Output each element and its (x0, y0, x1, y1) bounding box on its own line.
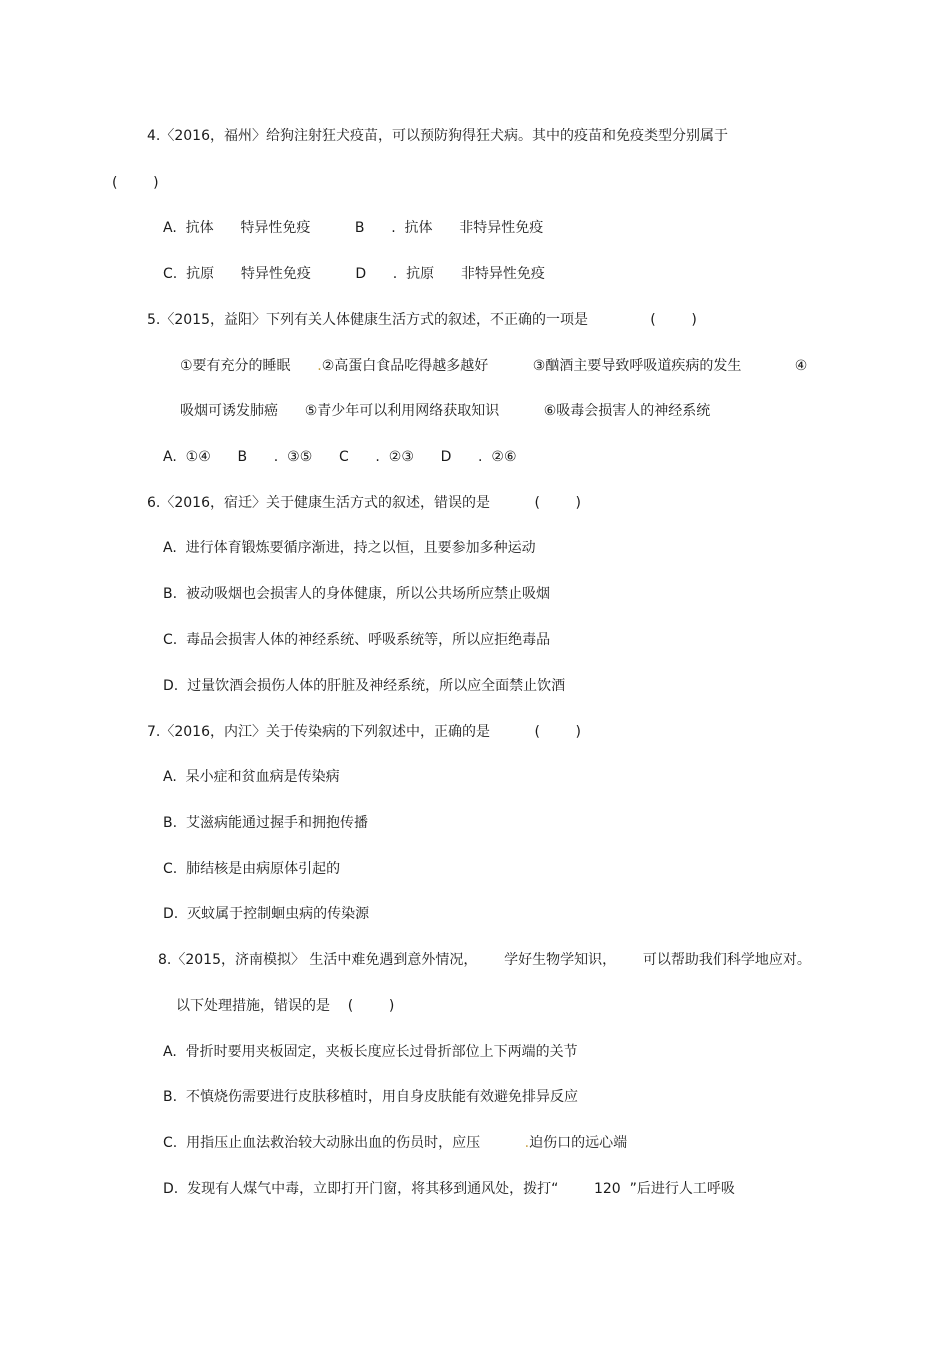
q5-options: A. ①④ B . ③⑤ C . ②③ D . ②⑥ (163, 449, 517, 465)
q6-stem: 6.〈2016，宿迁〉关于健康生活方式的叙述，错误的是 ( ) (147, 495, 582, 511)
q8-stem-line2: 以下处理措施，错误的是 ( ) (176, 998, 395, 1014)
q6-option-d: D. 过量饮酒会损伤人体的肝脏及神经系统，所以应全面禁止饮酒 (163, 678, 566, 694)
q4-option-cd: C. 抗原 特异性免疫 D . 抗原 非特异性免疫 (163, 266, 545, 282)
q7-option-d: D. 灭蚊属于控制蛔虫病的传染源 (163, 906, 370, 922)
q7-option-b: B. 艾滋病能通过握手和拥抱传播 (163, 815, 368, 831)
q8-option-d: D. 发现有人煤气中毒，立即打开门窗，将其移到通风处，拨打“ 120 ”后进行人工呼吸 (163, 1181, 735, 1197)
q6-option-a: A. 进行体育锻炼要循序渐进，持之以恒，且要参加多种运动 (163, 540, 536, 556)
q5-item1: ①要有充分的睡眠 (180, 358, 318, 374)
q6-option-c: C. 毒品会损害人体的神经系统、呼吸系统等，所以应拒绝毒品 (163, 632, 551, 648)
q8-option-c-part2: 迫伤口的远心端 (529, 1135, 628, 1151)
q4-stem: 4.〈2016，福州〉给狗注射狂犬疫苗，可以预防狗得狂犬病。其中的疫苗和免疫类型分别属于 (147, 128, 728, 144)
q5-items-line1 (180, 357, 807, 375)
q4-option-ab: A. 抗体 特异性免疫 B . 抗体 非特异性免疫 (163, 220, 544, 236)
q6-option-b: B. 被动吸烟也会损害人的身体健康，所以公共场所应禁止吸烟 (163, 586, 550, 602)
q8-option-b: B. 不慎烧伤需要进行皮肤移植时，用自身皮肤能有效避免排异反应 (163, 1089, 578, 1105)
q7-stem: 7.〈2016，内江〉关于传染病的下列叙述中，正确的是 ( ) (147, 724, 582, 740)
q5-dot-mark: . (317, 358, 322, 374)
q4-answer-paren: ( ) (112, 175, 159, 191)
q8-stem-line1: 8.〈2015，济南模拟〉 生活中难免遇到意外情况， 学好生物学知识， 可以帮助我们科学地应对。 (158, 952, 811, 968)
q8-option-a: A. 骨折时要用夹板固定，夹板长度应长过骨折部位上下两端的关节 (163, 1044, 578, 1060)
q8-option-c-part1: C. 用指压止血法救治较大动脉出血的伤员时，应压 (163, 1135, 525, 1151)
q8-dot-mark: . (524, 1135, 530, 1151)
q7-option-c: C. 肺结核是由病原体引起的 (163, 861, 341, 877)
q5-stem: 5.〈2015，益阳〉下列有关人体健康生活方式的叙述，不正确的一项是 ( ) (147, 312, 697, 328)
q8-option-c (163, 1134, 627, 1152)
q5-items-line2: 吸烟可诱发肺癌 ⑤青少年可以利用网络获取知识 ⑥吸毒会损害人的神经系统 (180, 403, 711, 419)
q5-item2-4: ②高蛋白食品吃得越多越好 ③酗酒主要导致呼吸道疾病的发生 ④ (321, 358, 808, 374)
q7-option-a: A. 呆小症和贫血病是传染病 (163, 769, 340, 785)
